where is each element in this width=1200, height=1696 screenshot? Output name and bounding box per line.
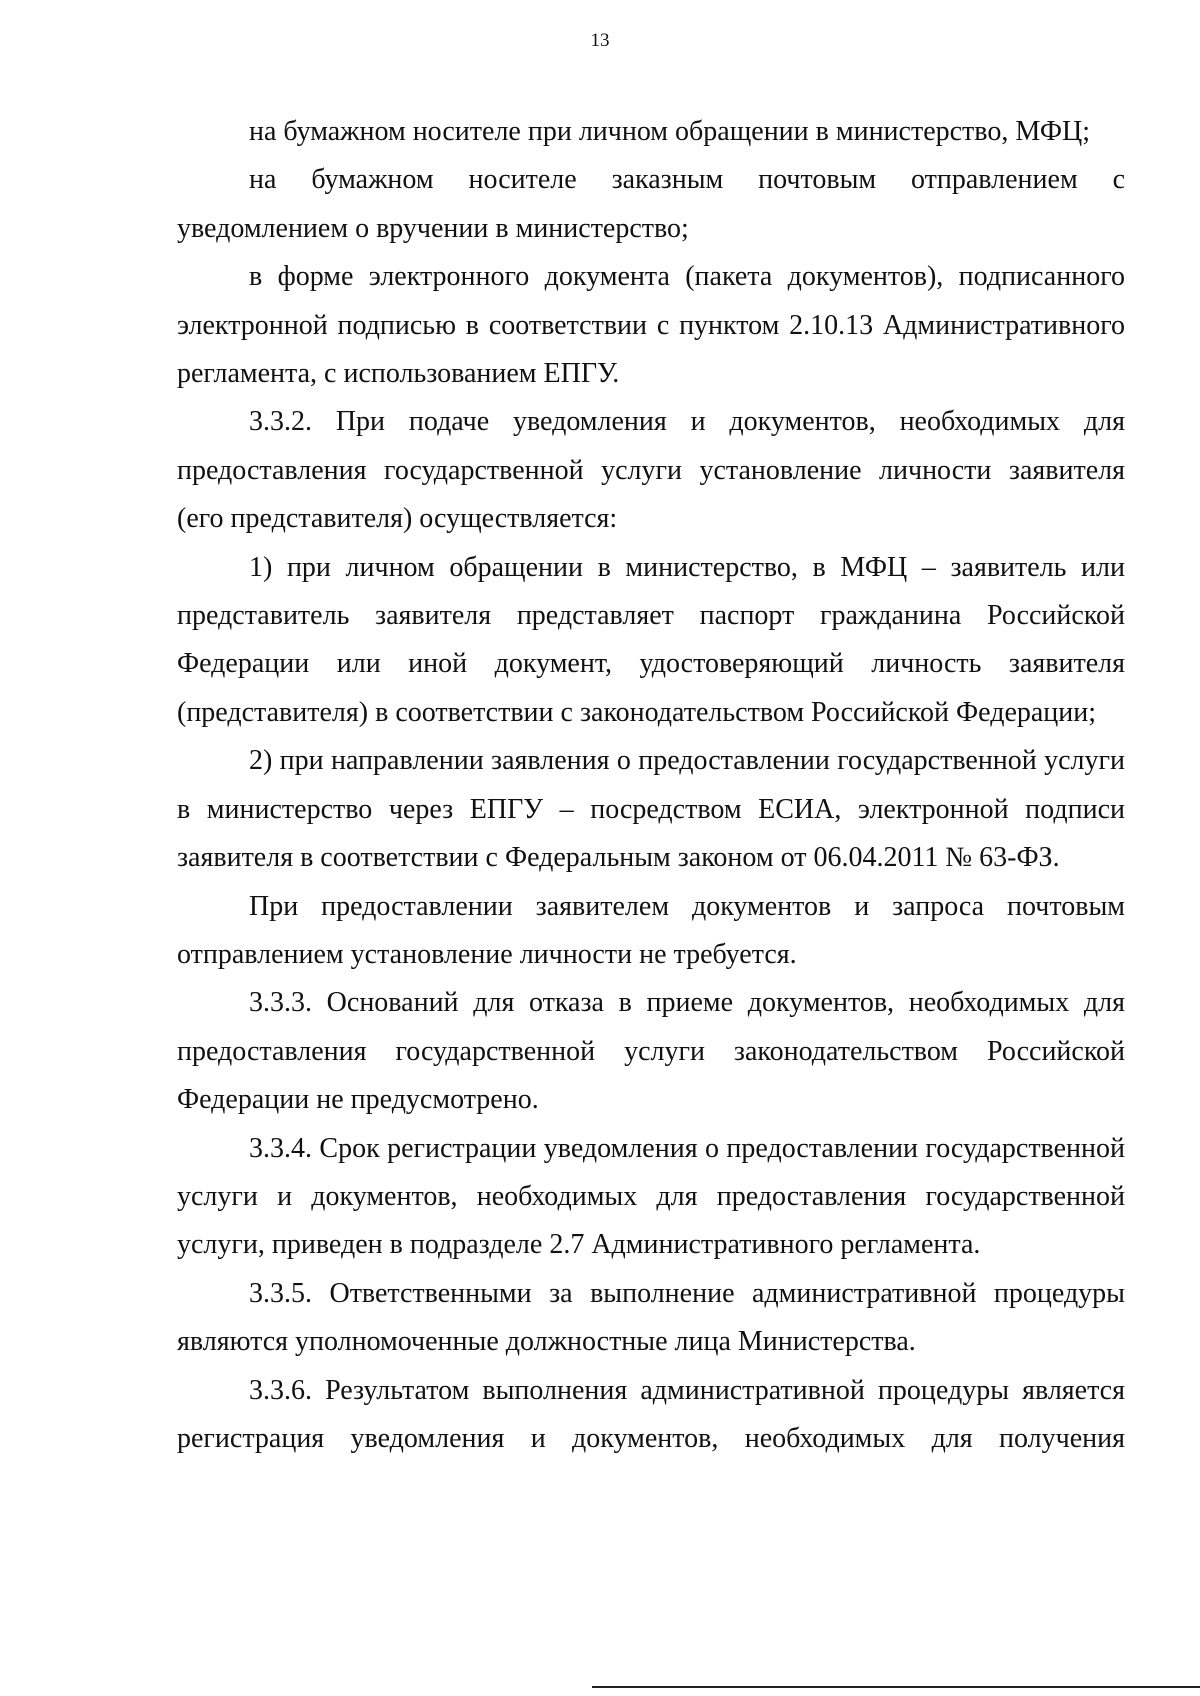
paragraph-3-3-5: 3.3.5. Ответственными за выполнение административной процедуры являются уполномоченные должностные лица Министерства.: [177, 1277, 1125, 1358]
page-number: 13: [590, 30, 610, 51]
paragraph-identity-epgu: 2) при направлении заявления о предоставлении государственной услуги в министерство через ЕПГУ – посредством ЕСИА, электронной подписи заявителя в соответствии с Федеральным законом от 06.04.2011 № 63-ФЗ.: [177, 745, 1125, 874]
paragraph-delivery-by-mail: на бумажном носителе заказным почтовым отправлением с уведомлением о вручении в министерство;: [177, 164, 1125, 244]
paragraph-3-3-2: 3.3.2. При подаче уведомления и документов, необходимых для предоставления государственной услуги установление личности заявителя (его представителя) осуществляется:: [177, 406, 1125, 535]
paragraph-3-3-3: 3.3.3. Оснований для отказа в приеме документов, необходимых для предоставления государственной услуги законодательством Российской Федерации не предусмотрено.: [177, 987, 1125, 1116]
paragraph-delivery-electronic: в форме электронного документа (пакета документов), подписанного электронной подписью в соответствии с пунктом 2.10.13 Административного регламента, с использованием ЕПГУ.: [177, 261, 1125, 390]
paragraph-postal-no-identity: При предоставлении заявителем документов и запроса почтовым отправлением установление личности не требуется.: [177, 890, 1125, 970]
footer-divider: [592, 1686, 1200, 1688]
document-body: [177, 108, 1125, 1463]
paragraph-delivery-in-person: на бумажном носителе при личном обращении в министерство, МФЦ;: [249, 116, 1090, 147]
paragraph-3-3-4: 3.3.4. Срок регистрации уведомления о предоставлении государственной услуги и документов, необходимых для предоставления государственной услуги, приведен в подразделе 2.7 Административного регламента.: [177, 1132, 1125, 1261]
paragraph-3-3-6: 3.3.6. Результатом выполнения административной процедуры является регистрация уведомления и документов, необходимых для получения: [177, 1374, 1125, 1454]
paragraph-identity-in-person: 1) при личном обращении в министерство, в МФЦ – заявитель или представитель заявителя представляет паспорт гражданина Российской Федерации или иной документ, удостоверяющий личность заявителя (представителя) в соответствии с законодательством Российской Федерации;: [177, 551, 1125, 728]
